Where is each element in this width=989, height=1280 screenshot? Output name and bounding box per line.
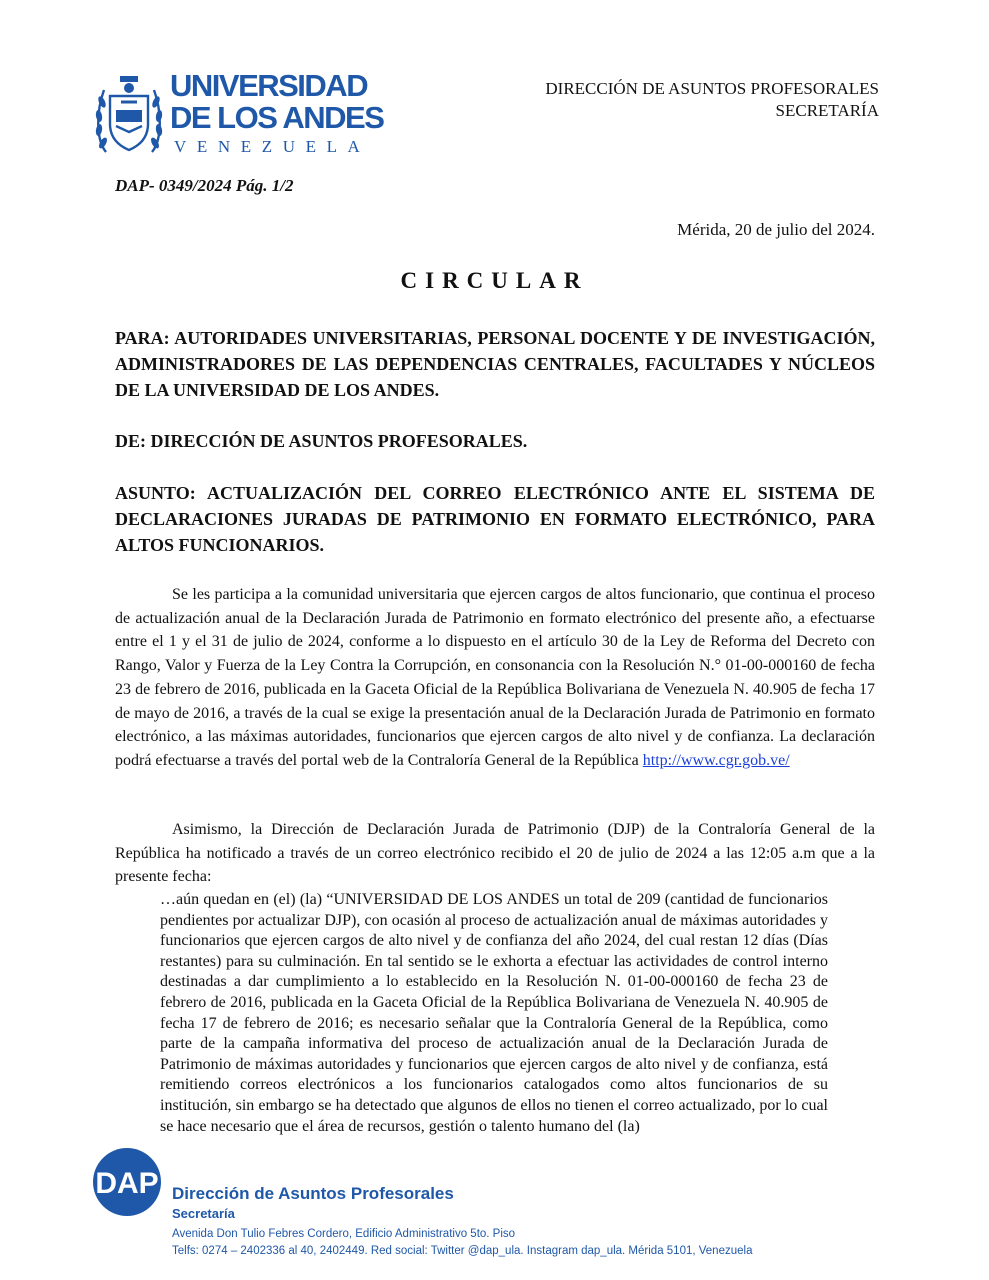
body-paragraph-1 [115, 583, 875, 773]
footer-title: Dirección de Asuntos Profesorales [172, 1184, 454, 1203]
recipients-block: PARA: AUTORIDADES UNIVERSITARIAS, PERSONAL DOCENTE Y DE INVESTIGACIÓN, ADMINISTRADORES DE LAS DEPENDENCIAS CENTRALES, FACULTADES Y NÚCLEOS DE LA UNIVERSIDAD DE LOS ANDES. [115, 328, 875, 400]
university-seal-icon [94, 72, 164, 156]
footer-address: Avenida Don Tulio Febres Cordero, Edificio Administrativo 5to. Piso [172, 1228, 516, 1240]
quoted-notification: …aún quedan en (el) (la) “UNIVERSIDAD DE LOS ANDES un total de 209 (cantidad de funcionarios pendientes por actualizar DJP), con ocasión al proceso de actualización anual de máximas autoridades y funcionarios que ejercen cargos de alto nivel y de confianza del año 2024, del cual restan 12 días (Días restantes) para su culminación. En tal sentido se le exhorta a efectuar las actividades de control interno destinadas a dar cumplimiento a lo establecido en la Resolución N. 01-00-000160 de fecha 23 de febrero de 2016, publicada en la Gaceta Oficial de la República Bolivariana de Venezuela N. 40.905 de fecha 17 de febrero de 2016; es necesario señalar que la Contraloría General de la República, como parte de la campaña informativa del proceso de actualización anual de la Declaración Jurada de Patrimonio de máximas autoridades y funcionarios que ejercen cargos de alto nivel y de confianza, está remitiendo correos electrónicos a los funcionarios catalogados como altos funcionarios de su institución, sin embargo se ha detectado que algunos de ellos no tienen el correo actualizado, por lo cual se hace necesario que el área de recursos, gestión o talento humano del (la) [160, 891, 828, 1135]
sender-block: DE: DIRECCIÓN DE ASUNTOS PROFESORALES. [115, 431, 528, 451]
body-paragraph-2: Asimismo, la Dirección de Declaración Jurada de Patrimonio (DJP) de la Contraloría General de la República ha notificado a través de un correo electrónico recibido el 20 de julio de 2024 a las 12:05 a.m que a la presente fecha: [115, 821, 875, 886]
logo-text-line2: DE LOS ANDES [170, 100, 384, 135]
university-logo [94, 70, 394, 160]
office-name: DIRECCIÓN DE ASUNTOS PROFESORALES [545, 79, 879, 98]
office-section: SECRETARÍA [775, 101, 879, 120]
dap-logo-text: DAP [95, 1167, 159, 1200]
document-date: Mérida, 20 de julio del 2024. [677, 220, 875, 239]
logo-text-line1: UNIVERSIDAD [170, 68, 368, 103]
issuing-office [545, 78, 879, 122]
subject-block: ASUNTO: ACTUALIZACIÓN DEL CORREO ELECTRÓNICO ANTE EL SISTEMA DE DECLARACIONES JURADAS DE PATRIMONIO EN FORMATO ELECTRÓNICO, PARA ALTOS FUNCIONARIOS. [115, 483, 875, 555]
dap-logo-icon [90, 1146, 164, 1218]
document-reference: DAP- 0349/2024 Pág. 1/2 [115, 176, 294, 195]
footer [90, 1144, 890, 1264]
document-title: CIRCULAR [400, 268, 589, 293]
body-paragraph-1-text: Se les participa a la comunidad universitaria que ejercen cargos de altos funcionario, que continua el proceso de actualización anual de la Declaración Jurada de Patrimonio en formato electrónico del presente año, a efectuarse entre el 1 y el 31 de julio de 2024, conforme a lo dispuesto en el artículo 30 de la Ley de Reforma del Decreto con Rango, Valor y Fuerza de la Ley Contra la Corrupción, en consonancia con la Resolución N.° 01-00-000160 de fecha 23 de febrero de 2016, publicada en la Gaceta Oficial de la República Bolivariana de Venezuela N. 40.905 de fecha 17 de mayo de 2016, a través de la cual se exige la presentación anual de la Declaración Jurada de Patrimonio en formato electrónico, a las máximas autoridades, funcionarios que ejercen cargos de alto nivel y de confianza. La declaración podrá efectuarse a través del portal web de la Contraloría General de la República [115, 586, 875, 769]
footer-subtitle: Secretaría [172, 1206, 235, 1221]
footer-contact: Telfs: 0274 – 2402336 al 40, 2402449. Red social: Twitter @dap_ula. Instagram dap_ula. Mérida 5101, Venezuela [172, 1245, 753, 1257]
cgr-website-link[interactable]: http://www.cgr.gob.ve/ [642, 751, 790, 769]
logo-text-line3: VENEZUELA [174, 137, 371, 156]
